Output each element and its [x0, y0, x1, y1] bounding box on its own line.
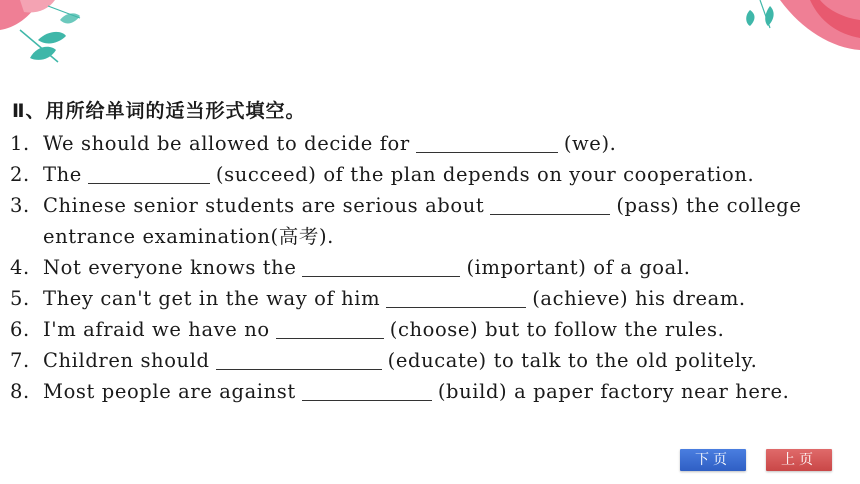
exercise-item-3	[10, 190, 840, 252]
answer-blank[interactable]	[216, 349, 382, 370]
exercise-item-2	[10, 159, 840, 190]
exercise-item-1	[10, 128, 840, 159]
item-text-after: of a goal.	[593, 256, 691, 279]
item-text-before: The	[43, 163, 82, 186]
exercise-list	[10, 128, 840, 407]
item-hint: (build)	[437, 380, 508, 403]
item-text-before: We should be allowed to decide for	[43, 132, 410, 155]
exercise-item-4	[10, 252, 840, 283]
item-number: 5.	[10, 287, 30, 310]
answer-blank[interactable]	[490, 194, 610, 215]
section-heading: Ⅱ、用所给单词的适当形式填空。	[12, 100, 306, 122]
item-hint: (pass)	[616, 194, 680, 217]
item-number: 3.	[10, 194, 30, 217]
exercise-item-5	[10, 283, 840, 314]
item-text-after: to talk to the old politely.	[493, 349, 758, 372]
item-text-after: of the plan depends on your cooperation.	[323, 163, 755, 186]
answer-blank[interactable]	[386, 287, 526, 308]
floral-decoration-left-icon	[0, 0, 110, 80]
previous-page-button[interactable]: 上页	[766, 449, 832, 471]
answer-blank[interactable]	[302, 380, 432, 401]
item-hint: (succeed)	[215, 163, 317, 186]
item-number: 6.	[10, 318, 30, 341]
item-text-before: They can't get in the way of him	[43, 287, 381, 310]
next-page-button[interactable]: 下页	[680, 449, 746, 471]
floral-decoration-right-icon	[720, 0, 860, 70]
item-text-after: a paper factory near here.	[514, 380, 790, 403]
item-text-before: I'm afraid we have no	[43, 318, 270, 341]
item-hint: (choose)	[389, 318, 479, 341]
answer-blank[interactable]	[276, 318, 384, 339]
item-text-before: Chinese senior students are serious about	[43, 194, 485, 217]
answer-blank[interactable]	[416, 132, 558, 153]
item-text-before: Most people are against	[43, 380, 296, 403]
item-text-before: Children should	[43, 349, 210, 372]
exercise-item-8	[10, 376, 840, 407]
item-hint: (educate)	[387, 349, 487, 372]
item-number: 4.	[10, 256, 30, 279]
item-hint: (we).	[563, 132, 617, 155]
answer-blank[interactable]	[88, 163, 210, 184]
item-text-after: the college entrance examination(高考).	[43, 194, 802, 248]
item-text-after: but to follow the rules.	[485, 318, 725, 341]
item-number: 7.	[10, 349, 30, 372]
item-text-before: Not everyone knows the	[43, 256, 297, 279]
answer-blank[interactable]	[302, 256, 460, 277]
item-number: 1.	[10, 132, 30, 155]
exercise-item-7	[10, 345, 840, 376]
item-hint: (important)	[466, 256, 587, 279]
item-text-after: his dream.	[635, 287, 746, 310]
exercise-item-6	[10, 314, 840, 345]
item-number: 2.	[10, 163, 30, 186]
item-hint: (achieve)	[532, 287, 629, 310]
item-number: 8.	[10, 380, 30, 403]
